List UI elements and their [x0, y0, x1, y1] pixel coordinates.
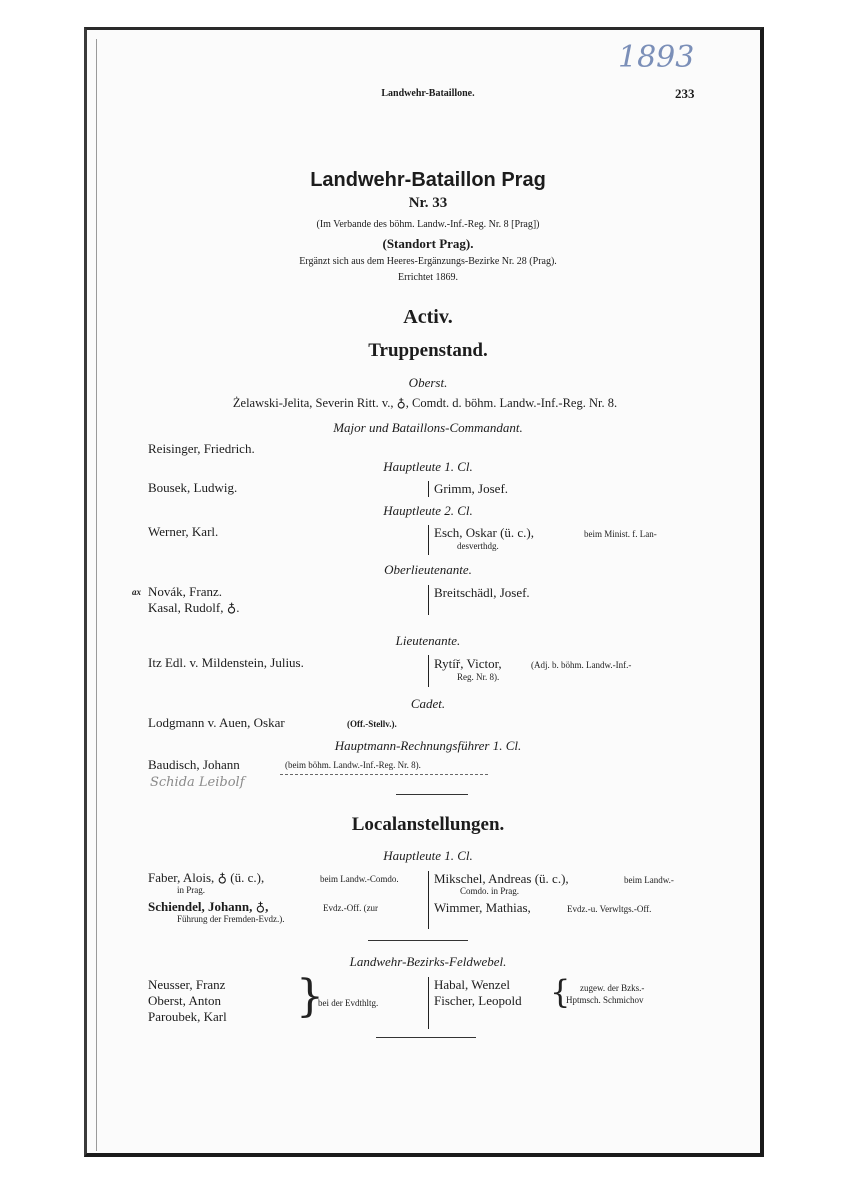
feldwebel-right-note-cont: Hptmsch. Schmichov [566, 995, 644, 1005]
oberst-entry: Żelawski-Jelita, Severin Ritt. v., ♁, Comdt. d. böhm. Landw.-Inf.-Reg. Nr. 8. [232, 396, 618, 410]
rank-rechnungsfuehrer: Hauptmann-Rechnungsführer 1. Cl. [334, 738, 522, 753]
hauptleute-2-right-note-cont: desverthdg. [457, 541, 499, 551]
margin-mark: ax [132, 587, 141, 597]
local-right-2: Wimmer, Mathias, [434, 900, 531, 915]
page-number: 233 [675, 86, 695, 101]
feldwebel-left-2: Oberst, Anton [148, 993, 221, 1008]
hauptleute-2-right-note: beim Minist. f. Lan- [584, 529, 657, 539]
oberlieutenante-right-1: Breitschädl, Josef. [434, 585, 530, 600]
lieutenante-right-note-cont: Reg. Nr. 8). [457, 672, 500, 682]
local-left-1: Faber, Alois, ♁ (ü. c.), [148, 870, 265, 885]
brace-right: { [550, 973, 571, 1011]
rank-local-hauptleute: Hauptleute 1. Cl. [383, 848, 473, 863]
local-right-2-note: Evdz.-u. Verwltgs.-Off. [567, 904, 652, 914]
feldwebel-left-3: Paroubek, Karl [148, 1009, 227, 1024]
feldwebel-left-1: Neusser, Franz [148, 977, 226, 992]
established: Errichtet 1869. [398, 272, 458, 283]
handwritten-note: Schida Leibolf [150, 775, 245, 790]
brace-left: } [296, 971, 324, 1022]
rank-oberst: Oberst. [408, 375, 448, 390]
rank-oberlieutenante: Oberlieutenante. [384, 562, 472, 577]
feldwebel-right-1: Habal, Wenzel [434, 977, 510, 992]
hauptleute-1-right: Grimm, Josef. [434, 481, 509, 496]
rank-hauptleute-1: Hauptleute 1. Cl. [383, 459, 473, 474]
page-title: Landwehr-Bataillon Prag [310, 169, 546, 191]
cadet-note: (Off.-Stellv.). [347, 719, 397, 729]
truppenstand-heading: Truppenstand. [368, 340, 488, 361]
strike-underline [280, 774, 490, 775]
activ-heading: Activ. [403, 306, 453, 328]
major-entry: Reisinger, Friedrich. [148, 441, 255, 456]
column-divider [428, 481, 429, 497]
hauptleute-1-left: Bousek, Ludwig. [148, 480, 238, 495]
section-divider [376, 1037, 476, 1038]
local-left-2-note-cont: Führung der Fremden-Evdz.). [177, 914, 285, 924]
oberlieutenante-left-1: Novák, Franz. [148, 584, 223, 599]
rank-major: Major und Bataillons-Commandant. [333, 420, 523, 435]
cadet-entry: Lodgmann v. Auen, Oskar [148, 715, 285, 730]
supplement: Ergänzt sich aus dem Heeres-Ergänzungs-Bezirke Nr. 28 (Prag). [299, 256, 557, 267]
column-divider [428, 977, 429, 1029]
oberlieutenante-left-2: Kasal, Rudolf, ♁. [148, 600, 240, 615]
local-left-1-note: beim Landw.-Comdo. [320, 874, 399, 884]
garrison: (Standort Prag). [382, 236, 474, 251]
affiliation: (Im Verbande des böhm. Landw.-Inf.-Reg. Nr. 8 [Prag]) [316, 219, 540, 230]
lieutenante-left: Itz Edl. v. Mildenstein, Julius. [148, 655, 304, 670]
hauptleute-2-left: Werner, Karl. [148, 524, 219, 539]
lieutenante-right: Rytíř, Victor, [434, 656, 502, 671]
column-divider [428, 871, 429, 929]
hauptleute-2-right: Esch, Oskar (ü. c.), [434, 525, 534, 540]
rank-feldwebel: Landwehr-Bezirks-Feldwebel. [349, 954, 507, 969]
rechnungsfuehrer-entry: Baudisch, Johann [148, 757, 240, 772]
local-left-2-note: Evdz.-Off. (zur [323, 903, 379, 913]
feldwebel-right-2: Fischer, Leopold [434, 993, 522, 1008]
section-divider [396, 794, 468, 795]
local-left-2: Schiendel, Johann, ♁, [148, 899, 269, 914]
section-divider [368, 940, 468, 941]
column-divider [428, 585, 429, 615]
local-right-1: Mikschel, Andreas (ü. c.), [434, 871, 569, 886]
lieutenante-right-note: (Adj. b. böhm. Landw.-Inf.- [531, 660, 632, 670]
column-divider [428, 655, 429, 687]
feldwebel-left-note: bei der Evdthltg. [318, 998, 379, 1008]
rechnungsfuehrer-note: (beim böhm. Landw.-Inf.-Reg. Nr. 8). [285, 760, 421, 770]
rank-hauptleute-2: Hauptleute 2. Cl. [383, 503, 473, 518]
column-divider [428, 525, 429, 555]
feldwebel-right-note: zugew. der Bzks.- [580, 983, 645, 993]
rank-cadet: Cadet. [410, 696, 446, 711]
local-heading: Localanstellungen. [351, 814, 505, 835]
battalion-number: Nr. 33 [408, 195, 448, 211]
local-right-1-note: beim Landw.- [624, 875, 674, 885]
running-title: Landwehr-Bataillone. [381, 88, 475, 99]
local-left-1-note-cont: in Prag. [177, 885, 205, 895]
handwritten-year: 1893 [618, 40, 695, 75]
local-right-1-note-cont: Comdo. in Prag. [460, 886, 520, 896]
rank-lieutenante: Lieutenante. [395, 633, 461, 648]
